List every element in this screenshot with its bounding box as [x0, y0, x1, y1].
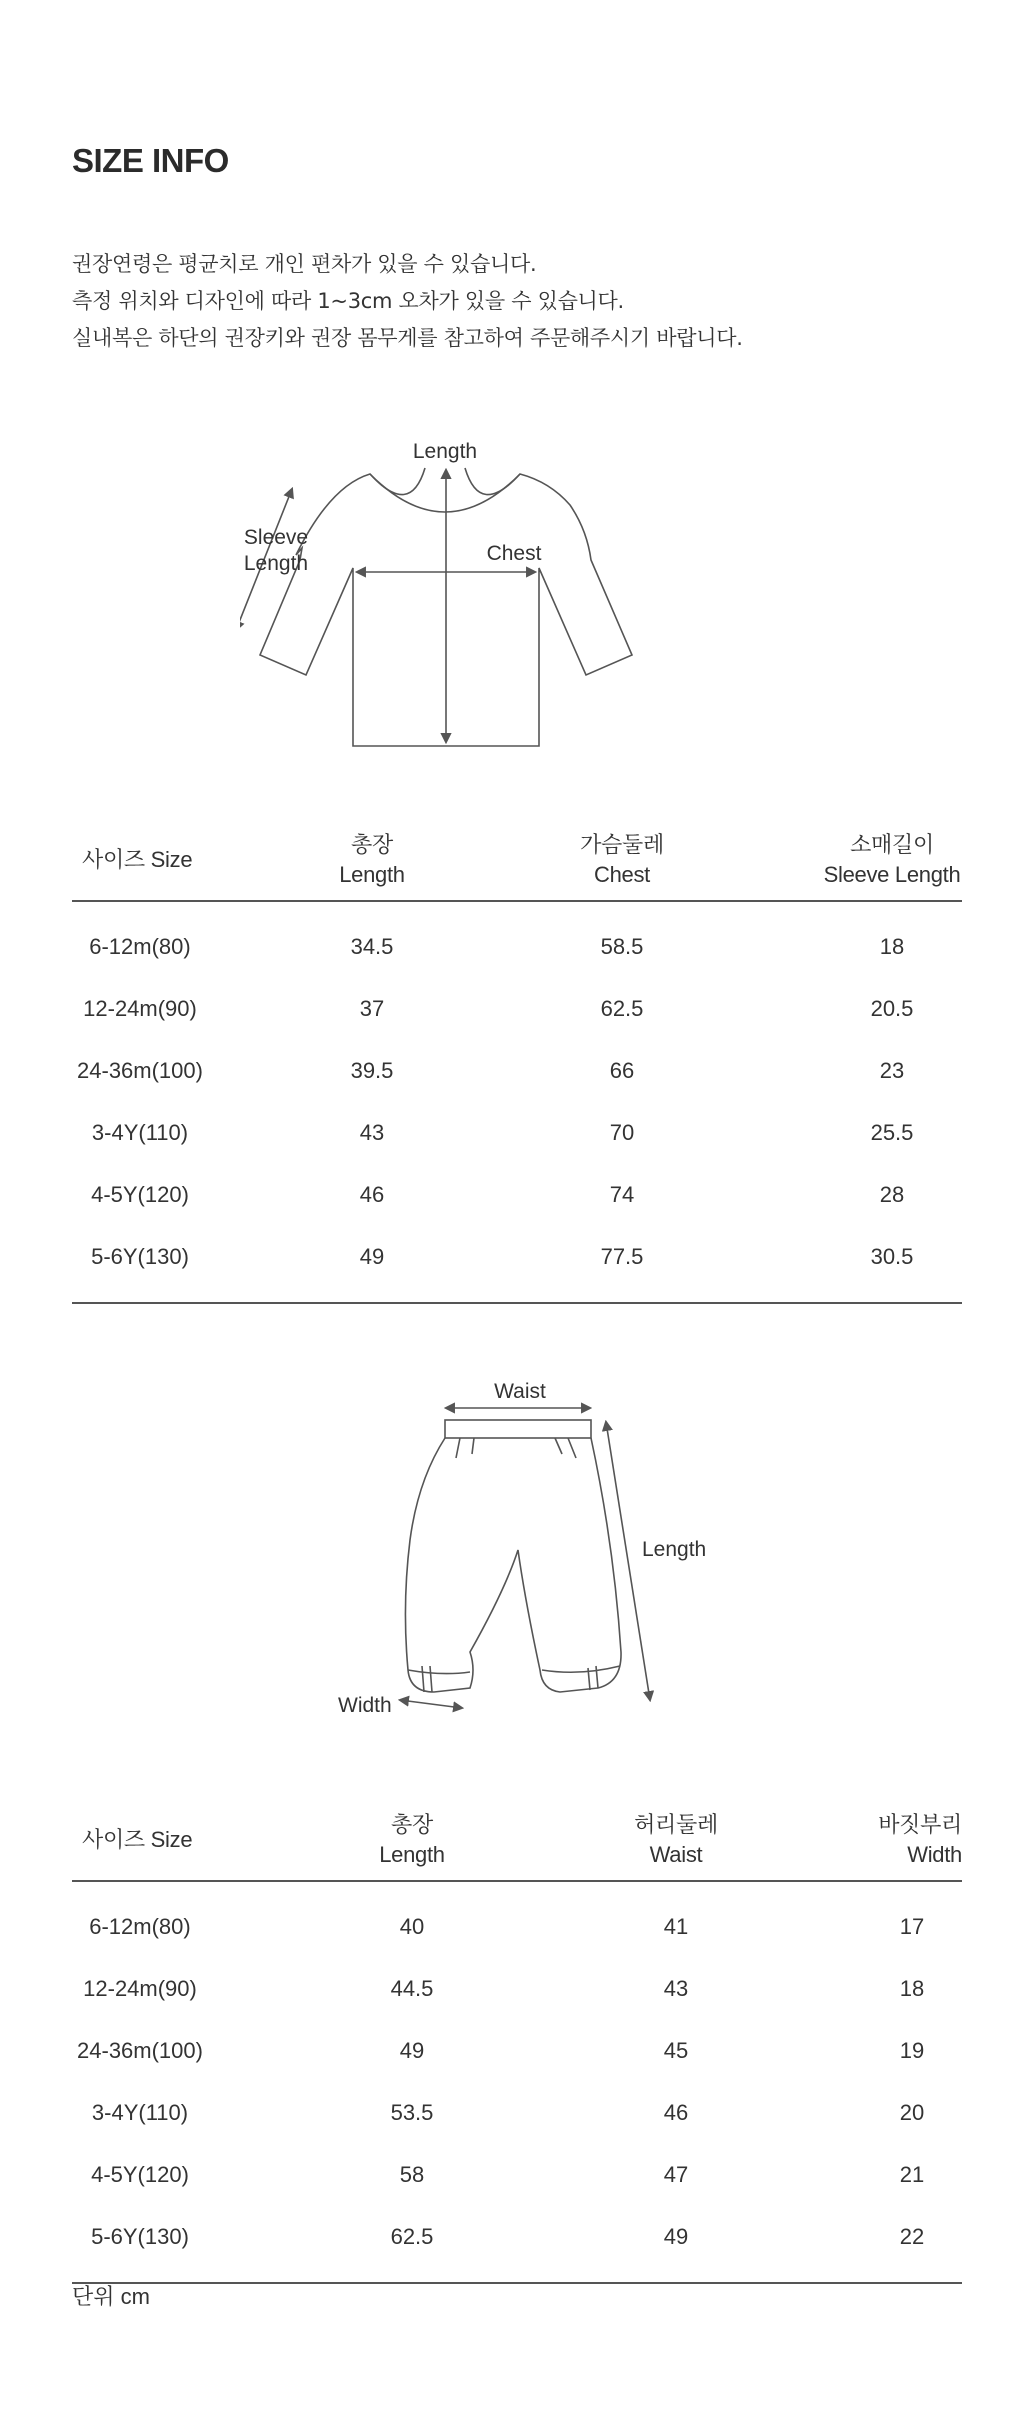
header-label-en: Sleeve Length: [823, 862, 961, 887]
note-line: 측정 위치와 디자인에 따라 1~3cm 오차가 있을 수 있습니다.: [72, 289, 624, 313]
sleeve-cell: 30.5: [870, 1244, 914, 1269]
size-cell: 4-5Y(120): [91, 2162, 189, 2187]
width-cell: 18: [899, 1976, 925, 2001]
width-arrow: [400, 1700, 462, 1708]
waist-cell: 49: [663, 2224, 689, 2249]
waist-cell: 41: [663, 1914, 689, 1939]
top-measurement-diagram: [240, 420, 760, 760]
size-cell: 24-36m(100): [77, 1058, 203, 1083]
table-row: [72, 1226, 962, 1288]
width-cell: 20: [899, 2100, 925, 2125]
header-label-ko: 가슴둘레: [580, 832, 664, 857]
column-header: [82, 820, 262, 900]
pants-outline: [405, 1420, 621, 1692]
length-cell: 34.5: [350, 934, 394, 959]
note-line: 권장연령은 평균치로 개인 편차가 있을 수 있습니다.: [72, 252, 537, 276]
length-cell: 62.5: [390, 2224, 434, 2249]
length-cell: 53.5: [390, 2100, 434, 2125]
length-cell: 40: [399, 1914, 425, 1939]
header-label-ko: 총장: [391, 1812, 433, 1837]
width-cell: 22: [899, 2224, 925, 2249]
unit-note: 단위 cm: [72, 2284, 150, 2309]
length-cell: 49: [399, 2038, 425, 2063]
header-label-ko: 총장: [351, 832, 393, 857]
size-cell: 3-4Y(110): [91, 1120, 189, 1145]
length-cell: 58: [399, 2162, 425, 2187]
sleeve-label: Length: [243, 552, 309, 575]
page-title: SIZE INFO: [72, 142, 229, 179]
size-cell: 4-5Y(120): [91, 1182, 189, 1207]
header-label-en: Length: [379, 1842, 445, 1867]
waist-cell: 47: [663, 2162, 689, 2187]
header-label-en: Length: [339, 862, 405, 887]
sleeve-cell: 23: [879, 1058, 905, 1083]
column-header: [792, 820, 992, 900]
length-cell: 49: [359, 1244, 385, 1269]
table-row: [72, 1040, 962, 1102]
header-label-ko: 허리둘레: [634, 1812, 718, 1837]
waist-cell: 43: [663, 1976, 689, 2001]
width-cell: 17: [899, 1914, 925, 1939]
pants-length-label: Length: [642, 1538, 707, 1561]
length-cell: 46: [359, 1182, 385, 1207]
notes: [72, 246, 743, 357]
column-header: [82, 1800, 262, 1880]
table-row: [72, 2206, 962, 2268]
header-label-en: Chest: [594, 862, 650, 887]
length-cell: 44.5: [390, 1976, 434, 2001]
size-cell: 24-36m(100): [77, 2038, 203, 2063]
sleeve-label: Sleeve: [243, 526, 309, 549]
table-row: [72, 1896, 962, 1958]
table-row: [72, 1102, 962, 1164]
width-cell: 19: [899, 2038, 925, 2063]
sleeve-cell: 18: [879, 934, 905, 959]
pants-size-table: [72, 1800, 962, 2284]
table-header: [72, 820, 962, 902]
table-row: [72, 2082, 962, 2144]
chest-cell: 58.5: [600, 934, 644, 959]
table-body: [72, 1882, 962, 2284]
length-cell: 37: [359, 996, 385, 1021]
column-header: [292, 820, 452, 900]
waist-label: Waist: [494, 1380, 546, 1403]
size-cell: 3-4Y(110): [91, 2100, 189, 2125]
waist-cell: 46: [663, 2100, 689, 2125]
size-cell: 5-6Y(130): [91, 2224, 189, 2249]
length-label: Length: [412, 440, 478, 463]
sleeve-cell: 28: [879, 1182, 905, 1207]
table-row: [72, 2144, 962, 2206]
header-label-en: Waist: [649, 1842, 703, 1867]
table-row: [72, 978, 962, 1040]
sleeve-cell: 25.5: [870, 1120, 914, 1145]
waist-cell: 45: [663, 2038, 689, 2063]
header-label-ko: 소매길이: [850, 832, 934, 857]
table-row: [72, 916, 962, 978]
column-header: [542, 820, 702, 900]
chest-cell: 62.5: [600, 996, 644, 1021]
pants-measurement-diagram: [330, 1370, 730, 1740]
size-cell: 5-6Y(130): [91, 1244, 189, 1269]
sleeve-cell: 20.5: [870, 996, 914, 1021]
size-cell: 12-24m(90): [83, 1976, 197, 2001]
note-line: 실내복은 하단의 권장키와 권장 몸무게를 참고하여 주문해주시기 바랍니다.: [72, 326, 743, 350]
length-cell: 39.5: [350, 1058, 394, 1083]
column-header: [332, 1800, 492, 1880]
table-row: [72, 1958, 962, 2020]
table-row: [72, 2020, 962, 2082]
size-cell: 12-24m(90): [83, 996, 197, 1021]
top-neckline: [370, 474, 520, 512]
column-header: [852, 1800, 962, 1880]
width-cell: 21: [899, 2162, 925, 2187]
chest-cell: 77.5: [600, 1244, 644, 1269]
chest-cell: 74: [609, 1182, 635, 1207]
size-cell: 6-12m(80): [89, 1914, 191, 1939]
chest-cell: 70: [609, 1120, 635, 1145]
size-cell: 6-12m(80): [89, 934, 191, 959]
table-header: [72, 1800, 962, 1882]
chest-cell: 66: [609, 1058, 635, 1083]
column-header: [596, 1800, 756, 1880]
chest-label: Chest: [486, 542, 542, 565]
width-label: Width: [338, 1694, 392, 1717]
header-label-en: Width: [907, 1842, 962, 1867]
length-cell: 43: [359, 1120, 385, 1145]
table-body: [72, 902, 962, 1304]
header-label: 사이즈 Size: [82, 847, 193, 872]
header-label: 사이즈 Size: [82, 1827, 193, 1852]
header-label-ko: 바짓부리: [878, 1812, 962, 1837]
top-size-table: [72, 820, 962, 1304]
table-row: [72, 1164, 962, 1226]
